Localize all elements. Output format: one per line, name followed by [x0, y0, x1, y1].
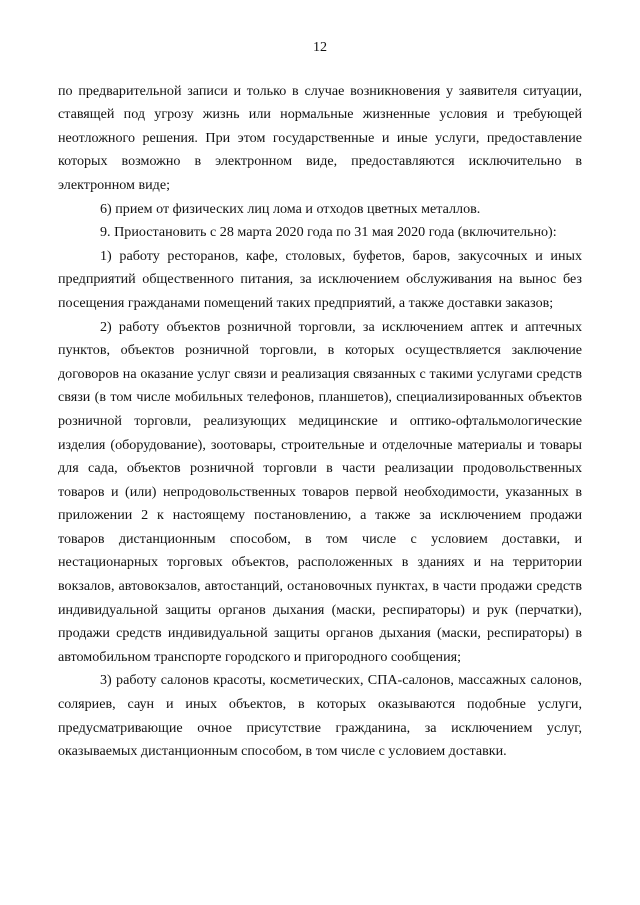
paragraph-item-2: 2) работу объектов розничной торговли, за исключением аптек и аптечных пунктов, объектов розничной торговли, в которых осуществляется заключение договоров на оказание услуг связи и реализация связанных с такими услугами средств связи (в том числе мобильных телефонов, планшетов), специализированных объектов розничной торговли, реализующих медицинские и оптико-офтальмологические изделия (оборудование), зоотовары, строительные и отделочные материалы и товары для сада, объектов розничной торговли в части реализации продовольственных товаров и (или) непродовольственных товаров первой необходимости, указанных в приложении 2 к настоящему постановлению, а также за исключением продажи товаров дистанционным способом, в том числе с условием доставки, и нестационарных торговых объектов, расположенных в зданиях и на территории вокзалов, автовокзалов, автостанций, остановочных пунктах, в части продажи средств индивидуальной защиты органов дыхания (маски, респираторы) и рук (перчатки), продажи средств индивидуальной защиты органов дыхания (маски, респираторы) в автомобильном транспорте городского и пригородного сообщения; [58, 318, 582, 665]
paragraph-item-6: 6) прием от физических лиц лома и отходов цветных металлов. [100, 200, 481, 217]
paragraph-section-9: 9. Приостановить с 28 марта 2020 года по 31 мая 2020 года (включительно): [100, 224, 557, 241]
page-number: 12 [312, 39, 328, 55]
paragraph-item-1: 1) работу ресторанов, кафе, столовых, буфетов, баров, закусочных и иных предприятий общественного питания, за исключением обслуживания на вынос без посещения гражданами помещений таких предприятий, а также доставки заказов; [58, 247, 582, 311]
paragraph-item-3: 3) работу салонов красоты, косметических, СПА-салонов, массажных салонов, соляриев, саун и иных объектов, в которых оказываются подобные услуги, предусматривающие очное присутствие гражданина, за исключением услуг, оказываемых дистанционным способом, в том числе с условием доставки. [58, 672, 582, 760]
paragraph-continuation: по предварительной записи и только в случае возникновения у заявителя ситуации, ставящей под угрозу жизнь или нормальные жизненные условия и требующей неотложного решения. При этом государственные и иные услуги, предоставление которых возможно в электронном виде, предоставляются исключительно в электронном виде; [58, 82, 582, 193]
